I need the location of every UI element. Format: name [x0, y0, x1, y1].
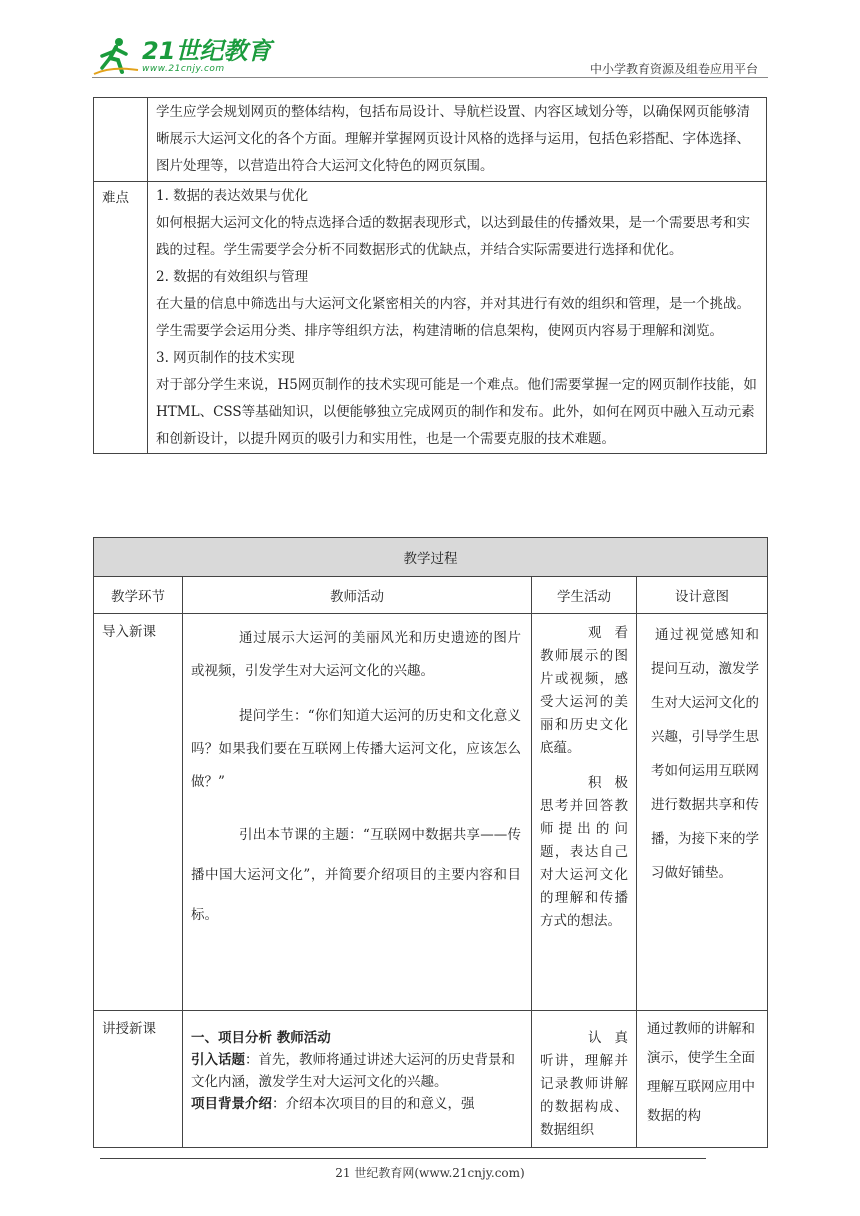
column-header-teacher: 教师活动 [183, 577, 532, 614]
design-intent-intro [637, 614, 768, 1011]
teacher-paragraph: 提问学生：“你们知道大运河的历史和文化意义吗？如果我们要在互联网上传播大运河文化，应该怎么做？” [191, 708, 521, 790]
difficulty-label: 难点 [94, 182, 148, 454]
stage-intro: 导入新课 [94, 614, 183, 1011]
footer-divider [100, 1158, 706, 1159]
site-logo[interactable] [92, 36, 271, 76]
header-divider [92, 77, 768, 78]
teacher-activity-intro [183, 614, 532, 1011]
stage-new-lesson: 讲授新课 [94, 1011, 183, 1148]
background-text: ：介绍本次项目的目的和意义，强 [272, 1096, 475, 1112]
background-paragraph [191, 1093, 521, 1115]
teacher-paragraph: 通过展示大运河的美丽风光和历史遗迹的图片或视频，引发学生对大运河文化的兴趣。 [191, 630, 521, 679]
column-header-design: 设计意图 [637, 577, 768, 614]
lead-paragraph [191, 1049, 521, 1093]
page-header [92, 30, 768, 78]
difficulty-table [93, 97, 767, 454]
teaching-process-table [93, 537, 768, 1148]
student-paragraph: 积极思考并回答教师提出的问题，表达自己对大运河文化的理解和传播方式的想法。 [540, 775, 628, 929]
student-activity-lesson [532, 1011, 637, 1148]
difficulty-body: 在大量的信息中筛选出与大运河文化紧密相关的内容，并对其进行有效的组织和管理，是一个挑战。学生需要学会运用分类、排序等组织方法，构建清晰的信息架构，使网页内容易于理解和浏览。 [156, 296, 750, 339]
difficulty-heading: 3. 网页制作的技术实现 [156, 350, 295, 366]
platform-name: 中小学教育资源及组卷应用平台 [589, 62, 758, 76]
logo-wordmark: 21世纪教育 [142, 36, 272, 65]
student-paragraph: 认真听讲，理解并记录教师讲解的数据构成、数据组织 [540, 1030, 628, 1138]
footer-text[interactable]: 21 世纪教育网(www.21cnjy.com) [335, 1166, 525, 1180]
logo-url: www.21cnjy.com [142, 63, 225, 74]
design-paragraph: 通过视觉感知和提问互动，激发学生对大运河文化的兴趣，引导学生思考如何运用互联网进行数据共享和传播，为接下来的学习做好铺垫。 [651, 627, 759, 881]
design-paragraph: 通过教师的讲解和演示，使学生全面理解互联网应用中数据的构 [647, 1021, 755, 1124]
teacher-activity-lesson [183, 1011, 532, 1148]
difficulty-heading: 2. 数据的有效组织与管理 [156, 269, 309, 285]
design-intent-lesson [637, 1011, 768, 1148]
lead-text: ：首先，教师将通过讲述大运河的历史背景和文化内涵，激发学生对大运河文化的兴趣。 [191, 1052, 515, 1090]
teacher-paragraph: 引出本节课的主题：“互联网中数据共享——传播中国大运河文化”，并简要介绍项目的主要内容和目标。 [191, 827, 521, 923]
lead-label: 引入话题 [191, 1052, 245, 1068]
process-title: 教学过程 [94, 538, 768, 577]
section-heading: 一、项目分析 教师活动 [191, 1030, 331, 1046]
column-header-stage: 教学环节 [94, 577, 183, 614]
background-label: 项目背景介绍 [191, 1096, 272, 1112]
difficulty-heading: 1. 数据的表达效果与优化 [156, 188, 309, 204]
running-figure-icon [92, 36, 140, 76]
difficulty-body: 如何根据大运河文化的特点选择合适的数据表现形式，以达到最佳的传播效果，是一个需要思考和实践的过程。学生需要学会分析不同数据形式的优缺点，并结合实际需要进行选择和优化。 [156, 215, 750, 258]
empty-label-cell [94, 98, 148, 182]
student-paragraph: 观看教师展示的图片或视频，感受大运河的美丽和历史文化底蕴。 [540, 625, 628, 756]
student-activity-intro [532, 614, 637, 1011]
difficulty-body: 对于部分学生来说，H5网页制作的技术实现可能是一个难点。他们需要掌握一定的网页制作技能，如HTML、CSS等基础知识，以便能够独立完成网页的制作和发布。此外，如何在网页中融入互动元素和创新设计，以提升网页的吸引力和实用性，也是一个需要克服的技术难题。 [156, 377, 757, 447]
intro-paragraph: 学生应学会规划网页的整体结构，包括布局设计、导航栏设置、内容区域划分等，以确保网页能够清晰展示大运河文化的各个方面。理解并掌握网页设计风格的选择与运用，包括色彩搭配、字体选择、图片处理等，以营造出符合大运河文化特色的网页氛围。 [156, 104, 750, 174]
column-header-student: 学生活动 [532, 577, 637, 614]
